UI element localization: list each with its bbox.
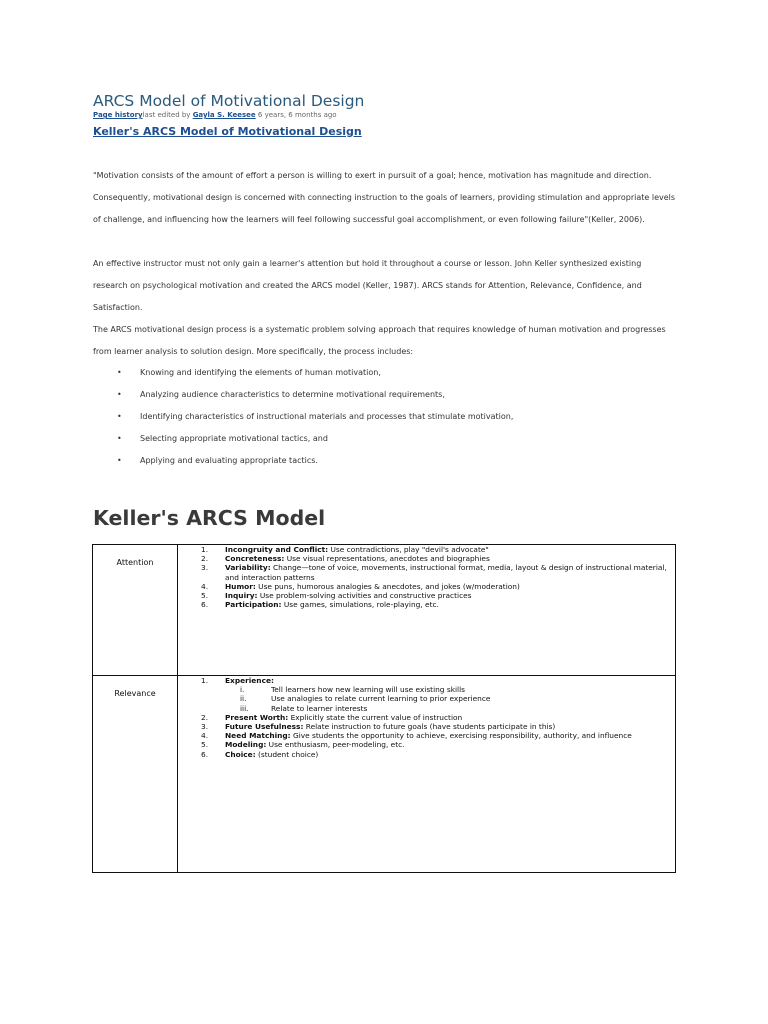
bullet-icon: • [117, 390, 122, 399]
sublist-item: i. Tell learners how new learning will use existing skills [240, 685, 465, 695]
paragraph-process: The ARCS motivational design process is a systematic problem solving approach that requires knowledge of human motivation and progresses from learner analysis to solution design. More specifically, the process includes: [93, 325, 666, 356]
list-item: 1. Incongruity and Conflict: Use contradictions, play "devil's advocate" [201, 545, 489, 554]
list-item: • Applying and evaluating appropriate tactics. [93, 450, 677, 472]
list-item: 1. Experience: i. Tell learners how new learning will use existing skills ii. Use analogies to relate current learning to prior experience iii. Relate to learner interests [178, 676, 675, 713]
bullet-icon: • [117, 456, 122, 465]
experience-sublist [225, 685, 675, 713]
list-item: 2. Concreteness: Use visual representations, anecdotes and biographies [201, 554, 490, 564]
list-item: 3. Variability: Change—tone of voice, movements, instructional format, media, layout & design of instructional material, and interaction patterns [201, 563, 667, 582]
list-item: 5. Modeling: Use enthusiasm, peer-modeling, etc. [201, 740, 405, 750]
list-item: • Identifying characteristics of instructional materials and processes that stimulate motivation, [93, 406, 677, 428]
page-meta [93, 111, 337, 119]
table-row-relevance [93, 676, 676, 873]
author-link[interactable]: Gayla S. Keesee [192, 111, 256, 119]
list-item: • Knowing and identifying the elements of human motivation, [93, 362, 677, 384]
category-label: Relevance [114, 689, 156, 698]
arcs-table [92, 544, 676, 873]
list-item: 4. Humor: Use puns, humorous analogies & anecdotes, and jokes (w/moderation) [201, 581, 520, 591]
items-cell [178, 676, 676, 873]
list-item: 3. Future Usefulness: Relate instruction to future goals (have students participate in this) [201, 722, 556, 732]
list-item: 2. Present Worth: Explicitly state the current value of instruction [201, 712, 463, 722]
category-label: Attention [116, 558, 154, 567]
list-item: 5. Inquiry: Use problem-solving activities and constructive practices [201, 591, 472, 601]
category-cell [93, 545, 178, 676]
model-heading: Keller's ARCS Model [93, 506, 326, 530]
list-item: 6. Participation: Use games, simulations, role-playing, etc. [201, 600, 439, 610]
edit-time: 6 years, 6 months ago [257, 111, 337, 119]
list-item: • Analyzing audience characteristics to determine motivational requirements, [93, 384, 677, 406]
list-item: 4. Need Matching: Give students the opportunity to achieve, exercising responsibility, authority, and influence [201, 731, 632, 741]
paragraph-quote: "Motivation consists of the amount of effort a person is willing to exert in pursuit of a goal; hence, motivation has magnitude and direction. Consequently, motivational design is concerned with connecting instruction to the goals of learners, providing stimulation and appropriate levels of challenge, and influencing how the learners will feel following successful goal accomplishment, or even following failure"(Keller, 2006). [93, 171, 676, 224]
subtitle-link[interactable]: Keller's ARCS Model of Motivational Design [93, 125, 362, 138]
table-row-attention [93, 545, 676, 676]
page-title: ARCS Model of Motivational Design [93, 92, 365, 110]
bullet-icon: • [117, 434, 122, 443]
list-item: 6. Choice: (student choice) [201, 749, 319, 759]
bullet-icon: • [117, 412, 122, 421]
paragraph-intro: An effective instructor must not only gain a learner's attention but hold it throughout a course or lesson. John Keller synthesized existing research on psychological motivation and created the ARCS model (Keller, 1987). ARCS stands for Attention, Relevance, Confidence, and Satisfaction. [93, 259, 642, 312]
list-item: • Selecting appropriate motivational tactics, and [93, 428, 677, 450]
category-cell [93, 676, 178, 873]
page-history-link[interactable]: Page history [93, 111, 143, 119]
sublist-item: iii. Relate to learner interests [240, 703, 368, 713]
attention-list [178, 545, 675, 609]
process-list [93, 362, 677, 472]
sublist-item: ii. Use analogies to relate current learning to prior experience [240, 694, 491, 704]
edited-by-text: last edited by [142, 111, 191, 119]
items-cell [178, 545, 676, 676]
bullet-icon: • [117, 368, 122, 377]
relevance-list [178, 676, 675, 759]
